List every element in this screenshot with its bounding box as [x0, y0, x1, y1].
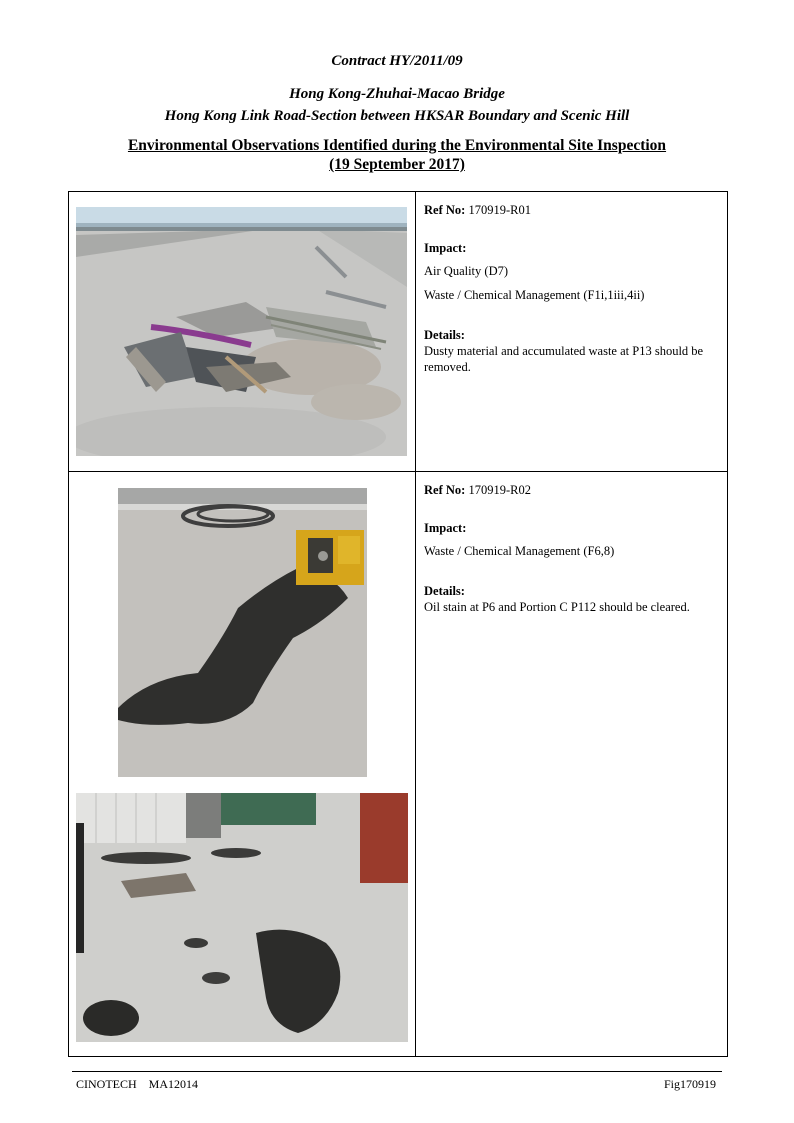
- project-name: Hong Kong-Zhuhai-Macao Bridge: [289, 86, 505, 102]
- impact-item: Waste / Chemical Management (F6,8): [424, 544, 615, 558]
- footer-left: CINOTECH MA12014: [76, 1077, 198, 1091]
- inspection-date: (19 September 2017): [329, 156, 465, 173]
- impact-label: Impact:: [424, 241, 467, 255]
- ref-number: 170919-R02: [468, 483, 531, 497]
- details-label: Details:: [424, 328, 465, 342]
- impact-item: Air Quality (D7): [424, 264, 509, 278]
- column-divider: [415, 191, 416, 1057]
- record-1-details: [424, 202, 724, 375]
- ref-number: 170919-R01: [468, 203, 531, 217]
- photo-oil-stain-equipment: [118, 488, 367, 777]
- details-text: Oil stain at P6 and Portion C P112 should be cleared.: [424, 600, 690, 614]
- ref-label: Ref No:: [424, 203, 466, 217]
- ref-label: Ref No:: [424, 483, 466, 497]
- details-label: Details:: [424, 584, 465, 598]
- impact-label: Impact:: [424, 521, 467, 535]
- impact-item: Waste / Chemical Management (F1i,1iii,4ii): [424, 288, 645, 302]
- contract-number: Contract HY/2011/09: [331, 53, 463, 69]
- photo-bridge-deck-waste: [76, 207, 407, 456]
- project-section: Hong Kong Link Road-Section between HKSAR Boundary and Scenic Hill: [164, 108, 630, 124]
- footer-divider: [72, 1071, 722, 1072]
- row-divider: [68, 471, 728, 472]
- photo-oil-stain-portion-c: [76, 793, 408, 1042]
- page-title: Environmental Observations Identified during the Environmental Site Inspection: [127, 137, 667, 154]
- record-2-details: [424, 482, 724, 615]
- details-text: Dusty material and accumulated waste at P13 should be removed.: [424, 344, 704, 374]
- footer-figure-number: Fig170919: [663, 1077, 716, 1091]
